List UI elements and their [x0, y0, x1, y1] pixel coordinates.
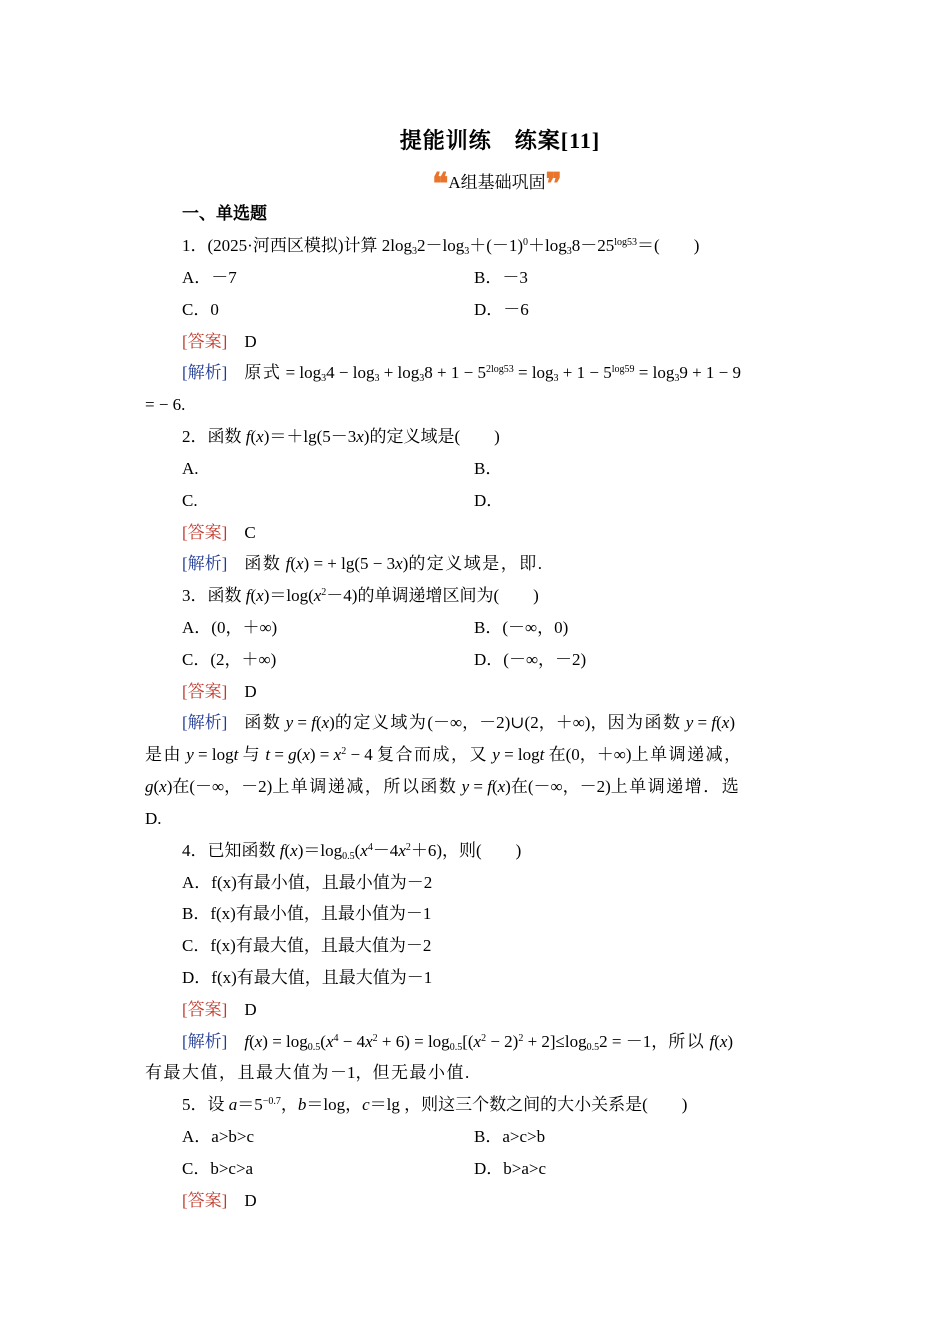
answer-label: [答案] — [182, 1000, 228, 1019]
answer-label: [答案] — [182, 1191, 228, 1210]
q5-option-c: C．b>c>a — [182, 1159, 254, 1178]
q1-answer — [182, 330, 257, 354]
analysis-label: [解析] — [182, 1032, 228, 1051]
q3-analysis-cont-1: 是由 y = logt 与 $t = g(x) = x^2 - 4$ 复合而成，又 y = logt 在(0，＋∞)上单调递减， — [145, 745, 743, 764]
close-quote-icon: ❞ — [545, 167, 562, 202]
answer-label: [答案] — [182, 682, 228, 701]
answer-label: [答案] — [182, 523, 228, 542]
q2-option-b: B． — [474, 459, 503, 478]
question-4-stem: 4．已知函数 $f(x)=\log_{0.5}(x^4-4x^2+6)$，则( ) — [182, 841, 522, 862]
q2-option-d: D． — [474, 491, 504, 510]
section-label: A组基础巩固 — [448, 173, 546, 192]
q1-option-c: C．0 — [182, 300, 219, 319]
analysis-label: [解析] — [182, 554, 228, 573]
q5-option-d: D．b>a>c — [474, 1159, 547, 1178]
q1-option-a: A．－7 — [182, 268, 237, 287]
q3-answer-value: D — [244, 682, 257, 701]
q4-option-c: C．f(x)有最大值，且最大值为－2 — [182, 936, 432, 955]
q3-analysis-cont-3: D. — [145, 809, 162, 828]
q1-answer-value: D — [244, 332, 257, 351]
q4-option-b: B．f(x)有最小值，且最小值为－1 — [182, 904, 432, 923]
q2-analysis: [解析] 函数 f(x) = + lg(5 − 3x)的定义域是，即. — [182, 554, 544, 573]
q4-option-d: D．f(x)有最大值，且最大值为－1 — [182, 968, 433, 987]
analysis-label: [解析] — [182, 713, 228, 732]
q4-option-a: A．f(x)有最小值，且最小值为－2 — [182, 873, 433, 892]
question-5-stem: 5．设 $a=5^{-0.7}$，b＝log，c＝lg ，则这三个数之间的大小关系是( ) — [182, 1095, 688, 1114]
q5-option-b: B．a>c>b — [474, 1127, 546, 1146]
q2-option-c: C. — [182, 491, 198, 510]
q4-analysis: [解析] $f(x) = \log_{0.5}(x^4 - 4x^2 + 6) = \log_{0.5}[(x^2 - 2)^2 + 2]\le\log_{0.5}2 = -1$，所以 f(x) — [182, 1032, 734, 1053]
q3-answer — [182, 680, 257, 704]
open-quote-icon: ❝ — [432, 167, 449, 202]
q4-answer-value: D — [244, 1000, 257, 1019]
q1-option-b: B．－3 — [474, 268, 528, 287]
q1-analysis: [解析] 原式 = $\log_34 - \log_3 + \log_38 + 1 - 5^{2log53} = \log_3 + 1 - 5^{log59} = \log_39 + 1 - 9$ — [182, 363, 742, 384]
q5-answer — [182, 1189, 257, 1213]
page-title: 提能训练 练案[11] — [399, 128, 601, 153]
q3-option-c: C．(2，＋∞) — [182, 650, 277, 669]
answer-label: [答案] — [182, 332, 228, 351]
q4-answer — [182, 998, 257, 1022]
section-tag — [0, 167, 950, 202]
question-3-stem: 3．函数 $f(x)=\log(x^2-4)$的单调递增区间为( ) — [182, 586, 539, 605]
section-heading: 一、单选题 — [182, 204, 267, 223]
q2-option-a: A. — [182, 459, 199, 478]
q3-analysis-cont-2: g(x)在(－∞，－2)上单调递减，所以函数 y = f(x)在(－∞，－2)上单调递增．选 — [145, 777, 741, 796]
q3-option-b: B．(－∞，0) — [474, 618, 569, 637]
q1-analysis-cont: = − 6. — [145, 395, 186, 414]
q5-option-a: A．a>b>c — [182, 1127, 255, 1146]
q4-analysis-cont: 有最大值，且最大值为－1，但无最小值. — [145, 1063, 471, 1082]
q2-answer-value: C — [244, 523, 256, 542]
q2-answer — [182, 521, 256, 545]
question-1-stem: 1．(2025·河西区模拟)计算 $2\log_32-\log_3+(-1)^0+\log_38-25^{log53}=$( ) — [182, 236, 700, 257]
question-2-stem: 2．函数 f(x)＝＋lg(5－3x)的定义域是( ) — [182, 427, 500, 446]
q1-option-d: D．－6 — [474, 300, 529, 319]
q3-option-a: A．(0，＋∞) — [182, 618, 278, 637]
q3-option-d: D．(－∞，－2) — [474, 650, 587, 669]
q3-analysis: [解析] 函数 y = f(x)的定义域为(－∞，－2)∪(2，＋∞)，因为函数 y = f(x) — [182, 713, 735, 732]
analysis-label: [解析] — [182, 363, 228, 382]
q5-answer-value: D — [244, 1191, 257, 1210]
